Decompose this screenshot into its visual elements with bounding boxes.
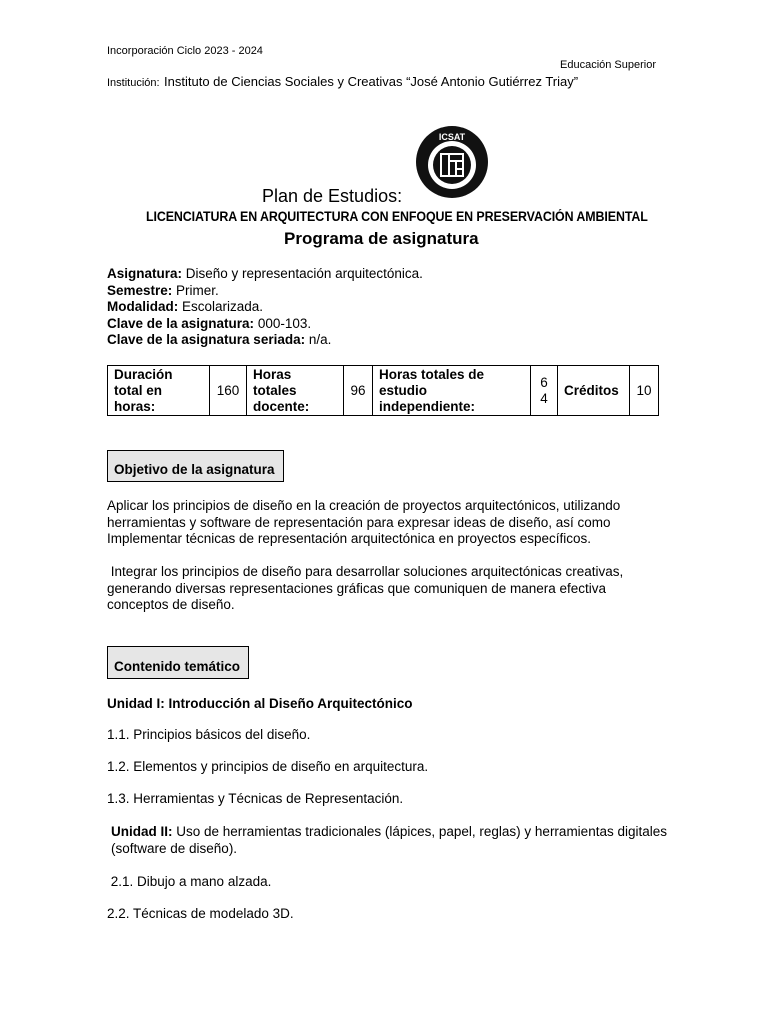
teacher-hours-label: Horas totales docente: — [247, 366, 344, 416]
unit2-label: Unidad II: — [111, 824, 173, 839]
subject-meta — [107, 266, 423, 349]
list-item: 2.2. Técnicas de modelado 3D. — [107, 906, 294, 921]
list-item: 2.1. Dibujo a mano alzada. — [107, 874, 272, 889]
objective-paragraph-2: Integrar los principios de diseño para desarrollar soluciones arquitectónicas creativas, generando diversas representaciones gráficas que comuniquen de manera efectiva conceptos de diseño. — [107, 564, 628, 612]
list-item: 1.2. Elementos y principios de diseño en arquitectura. — [107, 759, 429, 774]
list-item: 1.3. Herramientas y Técnicas de Representación. — [107, 791, 404, 806]
institution-line — [107, 73, 578, 91]
cycle-text: Incorporación Ciclo 2023 - 2024 — [107, 45, 263, 57]
institution-name: Instituto de Ciencias Sociales y Creativas “José Antonio Gutiérrez Triay” — [164, 74, 579, 89]
subject-row: Asignatura: Diseño y representación arquitectónica. — [107, 266, 423, 281]
level-text: Educación Superior — [560, 59, 657, 71]
unit2-paragraph — [111, 824, 667, 857]
program-title: Programa de asignatura — [284, 229, 479, 248]
degree-title: LICENCIATURA EN ARQUITECTURA CON ENFOQUE EN PRESERVACIÓN AMBIENTAL — [146, 209, 648, 224]
institution-label: Institución: — [107, 77, 160, 89]
teacher-hours-value: 96 — [344, 366, 373, 416]
objective-paragraph-1: Aplicar los principios de diseño en la creación de proyectos arquitectónicos, utilizando herramientas y software de representación para expresar ideas de diseño, así como Implementar técnicas de representación arquitectónica en proyectos específicos. — [107, 498, 621, 546]
semester-row: Semestre: Primer. — [107, 282, 219, 298]
unit2-text: Uso de herramientas tradicionales (lápices, papel, reglas) y herramientas digitales (software de diseño). — [111, 824, 667, 856]
total-hours-value: 160 — [210, 366, 247, 416]
content-heading: Contenido temático — [107, 646, 249, 679]
plan-title: Plan de Estudios: — [262, 186, 403, 206]
unit1-title: Unidad I: Introducción al Diseño Arquitectónico — [107, 696, 413, 711]
svg-text:ICSAT: ICSAT — [438, 132, 466, 142]
credits-label: Créditos — [558, 366, 630, 416]
list-item: 1.1. Principios básicos del diseño. — [107, 727, 311, 742]
credits-value: 10 — [630, 366, 659, 416]
independent-hours-label: Horas totales de estudio independiente: — [373, 366, 531, 416]
objective-heading: Objetivo de la asignatura — [107, 450, 284, 482]
serial-key-row: Clave de la asignatura seriada: n/a. — [107, 332, 332, 347]
modality-row: Modalidad: Escolarizada. — [107, 299, 264, 314]
hours-table — [107, 365, 659, 416]
table-row — [108, 366, 659, 416]
key-row: Clave de la asignatura: 000-103. — [107, 315, 312, 331]
independent-hours-value: 64 — [531, 366, 558, 416]
total-hours-label: Duración total en horas: — [108, 366, 210, 416]
institution-logo — [415, 125, 489, 199]
